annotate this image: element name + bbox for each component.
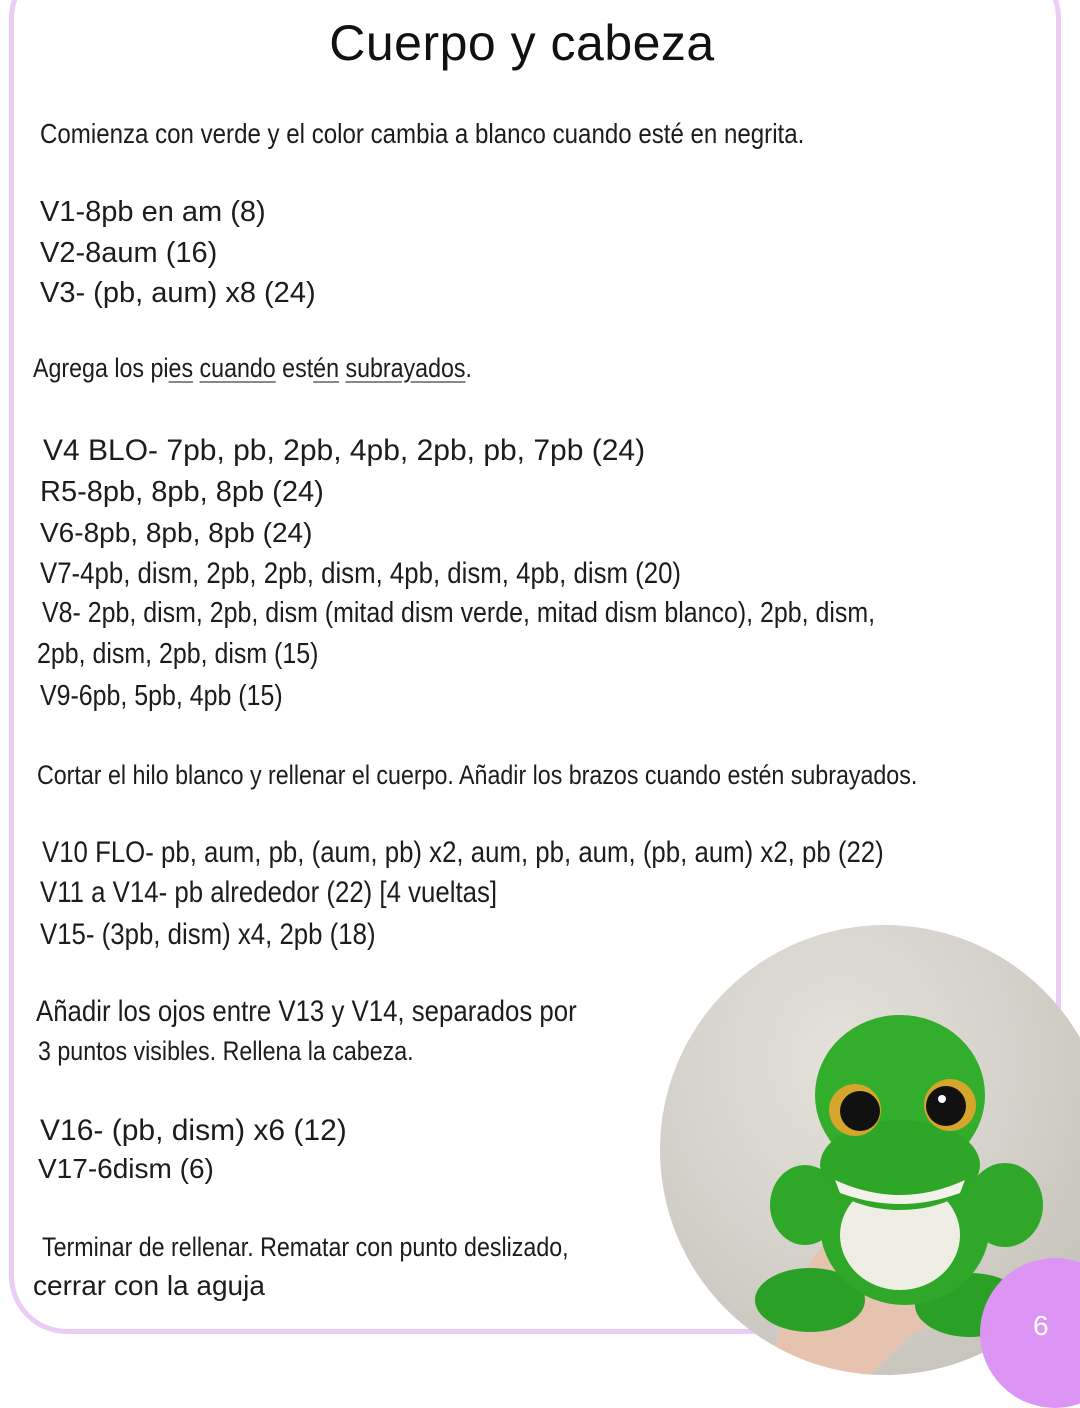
round-r5: R5-8pb, 8pb, 8pb (24) (40, 476, 324, 508)
note-text: pi (150, 353, 169, 383)
note-eyes-line2: 3 puntos visibles. Rellena la cabeza. (38, 1036, 414, 1066)
round-v16: V16- (pb, dism) x6 (12) (40, 1114, 347, 1147)
round-v8-line2: 2pb, dism, 2pb, dism (15) (37, 638, 319, 670)
round-v3: V3- (pb, aum) x8 (24) (40, 277, 316, 309)
underlined-text: cuando (199, 353, 276, 383)
round-v4: V4 BLO- 7pb, pb, 2pb, 4pb, 2pb, pb, 7pb (24) (43, 434, 646, 467)
round-v10: V10 FLO- pb, aum, pb, (aum, pb) x2, aum, pb, aum, (pb, aum) x2, pb (22) (42, 836, 884, 869)
round-v2: V2-8aum (16) (40, 237, 218, 269)
round-v15: V15- (3pb, dism) x4, 2pb (18) (40, 918, 376, 951)
underlined-text: es (168, 353, 194, 383)
intro-text: Comienza con verde y el color cambia a blanco cuando esté en negrita. (40, 118, 805, 149)
round-v6: V6-8pb, 8pb, 8pb (24) (40, 517, 313, 548)
note-text: . (465, 353, 472, 383)
note-eyes-line1: Añadir los ojos entre V13 y V14, separados por (36, 995, 577, 1028)
round-v8-line1: V8- 2pb, dism, 2pb, dism (mitad dism verde, mitad dism blanco), 2pb, dism, (42, 597, 876, 629)
finish-line2: cerrar con la aguja (33, 1270, 265, 1301)
page-number: 6 (1033, 1310, 1049, 1341)
round-v1: V1-8pb en am (8) (40, 196, 266, 228)
underlined-text: én (313, 353, 340, 383)
note-text: Agrega los (33, 353, 151, 383)
finish-line1: Terminar de rellenar. Rematar con punto deslizado, (42, 1232, 569, 1262)
round-v17: V17-6dism (6) (38, 1153, 214, 1184)
underlined-text: subrayados (345, 353, 466, 383)
round-v7: V7-4pb, dism, 2pb, 2pb, dism, 4pb, dism, 4pb, dism (20) (40, 557, 682, 590)
note-text: est (275, 353, 314, 383)
note-arms: Cortar el hilo blanco y rellenar el cuerpo. Añadir los brazos cuando estén subrayados. (37, 760, 918, 790)
round-v9: V9-6pb, 5pb, 4pb (15) (40, 680, 283, 712)
page-title: Cuerpo y cabeza (329, 15, 715, 71)
round-v11-v14: V11 a V14- pb alrededor (22) [4 vueltas] (40, 876, 498, 909)
note-feet (33, 353, 472, 384)
